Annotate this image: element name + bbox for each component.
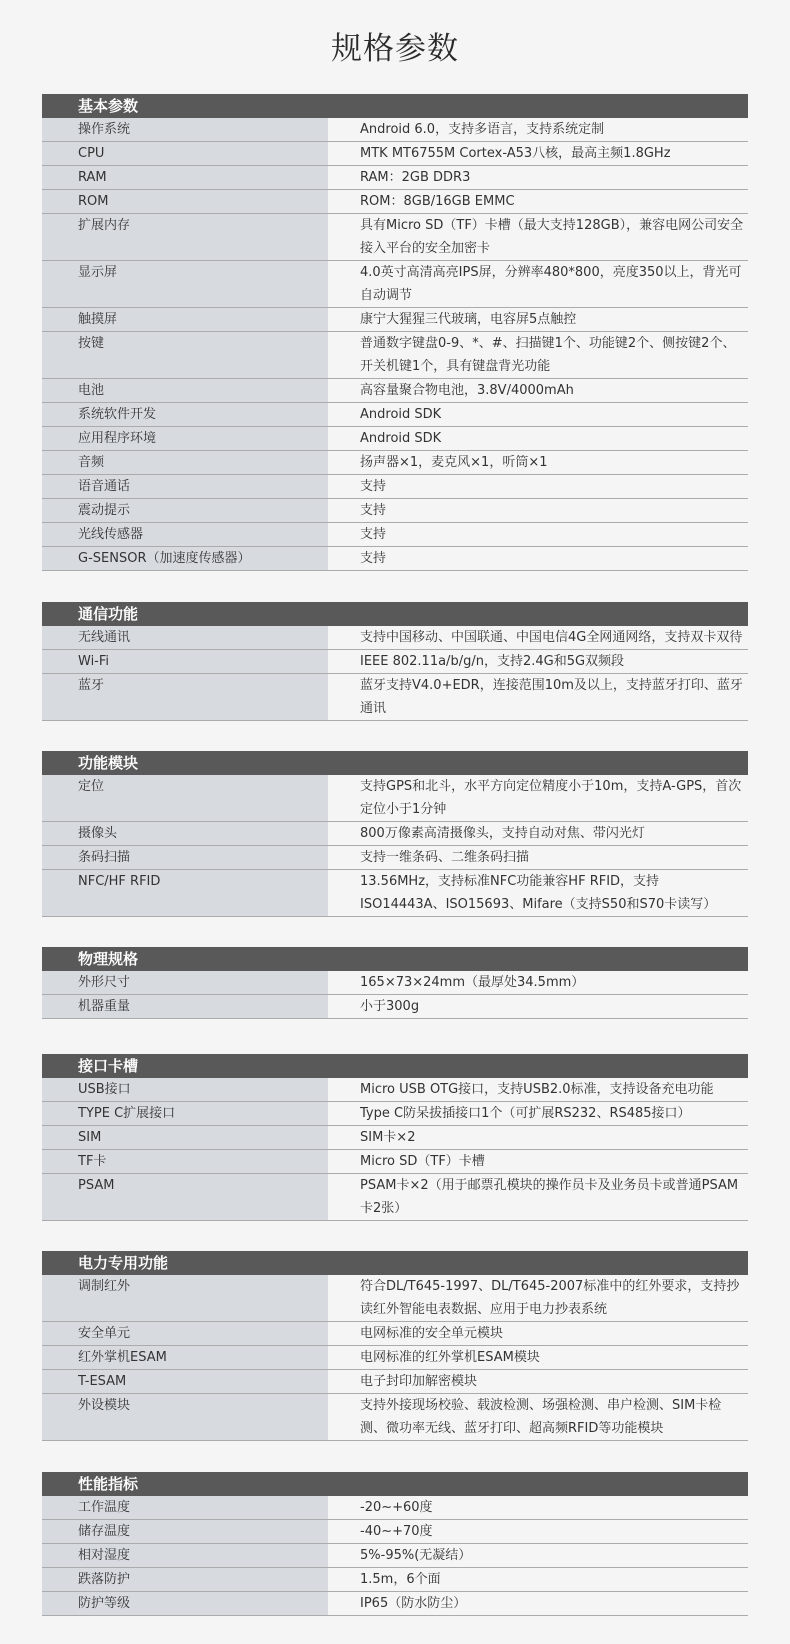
spec-row-type-c — [42, 1102, 748, 1126]
spec-row-display — [42, 261, 748, 308]
spec-row-barcode — [42, 846, 748, 870]
spec-label: T-ESAM — [42, 1370, 328, 1393]
spec-value: RAM：2GB DDR3 — [328, 166, 748, 189]
section-header: 通信功能 — [42, 602, 748, 626]
spec-row-cpu — [42, 142, 748, 166]
spec-row-protection — [42, 1592, 748, 1616]
spec-label: Wi-Fi — [42, 650, 328, 673]
spec-row-app-env — [42, 427, 748, 451]
spec-row-weight — [42, 995, 748, 1019]
spec-label: 跌落防护 — [42, 1568, 328, 1591]
spec-label: 光线传感器 — [42, 523, 328, 546]
spec-row-security-unit — [42, 1322, 748, 1346]
spec-row-touchscreen — [42, 308, 748, 332]
spec-row-ram — [42, 166, 748, 190]
spec-label: 工作温度 — [42, 1496, 328, 1519]
spec-row-dimensions — [42, 971, 748, 995]
spec-value: Type C防呆拔插接口1个（可扩展RS232、RS485接口） — [328, 1102, 748, 1125]
spec-label: 应用程序环境 — [42, 427, 328, 450]
spec-value: 13.56MHz，支持标准NFC功能兼容HF RFID，支持ISO14443A、ISO15693、Mifare（支持S50和S70卡读写） — [328, 870, 748, 916]
spec-row-bluetooth — [42, 674, 748, 721]
spec-value: 康宁大猩猩三代玻璃，电容屏5点触控 — [328, 308, 748, 331]
spec-row-keys — [42, 332, 748, 379]
spec-value: 165×73×24mm（最厚处34.5mm） — [328, 971, 748, 994]
spec-row-camera — [42, 822, 748, 846]
spec-value: Micro SD（TF）卡槽 — [328, 1150, 748, 1173]
spec-label: 相对湿度 — [42, 1544, 328, 1567]
spec-value: 支持 — [328, 547, 748, 570]
section-function-modules — [42, 751, 748, 917]
spec-value: 具有Micro SD（TF）卡槽（最大支持128GB），兼容电网公司安全接入平台的安全加密卡 — [328, 214, 748, 260]
spec-value: 支持 — [328, 475, 748, 498]
spec-label: 摄像头 — [42, 822, 328, 845]
spec-value: 支持 — [328, 499, 748, 522]
spec-value: 电网标准的安全单元模块 — [328, 1322, 748, 1345]
section-basic-params — [42, 94, 748, 571]
spec-value: Micro USB OTG接口，支持USB2.0标准，支持设备充电功能 — [328, 1078, 748, 1101]
spec-label: 调制红外 — [42, 1275, 328, 1321]
spec-label: 外设模块 — [42, 1394, 328, 1440]
spec-label: 扩展内存 — [42, 214, 328, 260]
spec-row-audio — [42, 451, 748, 475]
spec-row-wifi — [42, 650, 748, 674]
spec-label: TYPE C扩展接口 — [42, 1102, 328, 1125]
spec-row-tf-card — [42, 1150, 748, 1174]
spec-label: 震动提示 — [42, 499, 328, 522]
spec-label: 语音通话 — [42, 475, 328, 498]
spec-label: CPU — [42, 142, 328, 165]
spec-value: 支持一维条码、二维条码扫描 — [328, 846, 748, 869]
section-header: 电力专用功能 — [42, 1251, 748, 1275]
spec-label: SIM — [42, 1126, 328, 1149]
section-header: 基本参数 — [42, 94, 748, 118]
spec-label: 储存温度 — [42, 1520, 328, 1543]
section-physical-specs — [42, 947, 748, 1019]
spec-value: SIM卡×2 — [328, 1126, 748, 1149]
spec-row-wireless — [42, 626, 748, 650]
spec-row-sim — [42, 1126, 748, 1150]
section-performance — [42, 1472, 748, 1616]
spec-row-drop — [42, 1568, 748, 1592]
spec-value: 符合DL/T645-1997、DL/T645-2007标准中的红外要求，支持抄读红外智能电表数据、应用于电力抄表系统 — [328, 1275, 748, 1321]
spec-label: 显示屏 — [42, 261, 328, 307]
spec-label: 外形尺寸 — [42, 971, 328, 994]
spec-row-peripheral — [42, 1394, 748, 1441]
spec-value: 1.5m，6个面 — [328, 1568, 748, 1591]
section-interfaces — [42, 1054, 748, 1221]
spec-value: 电子封印加解密模块 — [328, 1370, 748, 1393]
spec-label: 触摸屏 — [42, 308, 328, 331]
spec-value: -40~+70度 — [328, 1520, 748, 1543]
spec-value: IEEE 802.11a/b/g/n，支持2.4G和5G双频段 — [328, 650, 748, 673]
spec-value: 电网标准的红外掌机ESAM模块 — [328, 1346, 748, 1369]
spec-row-battery — [42, 379, 748, 403]
spec-label: 按键 — [42, 332, 328, 378]
spec-label: 定位 — [42, 775, 328, 821]
spec-row-light-sensor — [42, 523, 748, 547]
spec-label: 系统软件开发 — [42, 403, 328, 426]
spec-label: 防护等级 — [42, 1592, 328, 1615]
spec-label: 无线通讯 — [42, 626, 328, 649]
spec-row-positioning — [42, 775, 748, 822]
spec-label: RAM — [42, 166, 328, 189]
spec-label: PSAM — [42, 1174, 328, 1220]
spec-value: 支持GPS和北斗，水平方向定位精度小于10m，支持A-GPS，首次定位小于1分钟 — [328, 775, 748, 821]
spec-value: 支持中国移动、中国联通、中国电信4G全网通网络，支持双卡双待 — [328, 626, 748, 649]
spec-label: 安全单元 — [42, 1322, 328, 1345]
spec-row-nfc — [42, 870, 748, 917]
spec-label: USB接口 — [42, 1078, 328, 1101]
spec-value: 800万像素高清摄像头，支持自动对焦、带闪光灯 — [328, 822, 748, 845]
spec-value: 支持 — [328, 523, 748, 546]
spec-row-os — [42, 118, 748, 142]
spec-label: TF卡 — [42, 1150, 328, 1173]
spec-row-g-sensor — [42, 547, 748, 571]
spec-label: 红外掌机ESAM — [42, 1346, 328, 1369]
spec-row-rom — [42, 190, 748, 214]
spec-value: MTK MT6755M Cortex-A53八核，最高主频1.8GHz — [328, 142, 748, 165]
spec-value: PSAM卡×2（用于邮票孔模块的操作员卡及业务员卡或普通PSAM卡2张） — [328, 1174, 748, 1220]
section-header: 接口卡槽 — [42, 1054, 748, 1078]
spec-value: ROM：8GB/16GB EMMC — [328, 190, 748, 213]
spec-label: ROM — [42, 190, 328, 213]
spec-label: G-SENSOR（加速度传感器） — [42, 547, 328, 570]
spec-row-t-esam — [42, 1370, 748, 1394]
spec-value: 普通数字键盘0-9、*、#、扫描键1个、功能键2个、侧按键2个、开关机键1个，具有键盘背光功能 — [328, 332, 748, 378]
spec-row-infrared — [42, 1275, 748, 1322]
spec-label: NFC/HF RFID — [42, 870, 328, 916]
spec-row-esam — [42, 1346, 748, 1370]
spec-row-psam — [42, 1174, 748, 1221]
spec-label: 音频 — [42, 451, 328, 474]
spec-row-storage — [42, 214, 748, 261]
spec-label: 电池 — [42, 379, 328, 402]
spec-value: Android SDK — [328, 403, 748, 426]
section-communication — [42, 602, 748, 721]
spec-value: 支持外接现场校验、载波检测、场强检测、串户检测、SIM卡检测、微功率无线、蓝牙打印、超高频RFID等功能模块 — [328, 1394, 748, 1440]
section-header: 性能指标 — [42, 1472, 748, 1496]
spec-value: 高容量聚合物电池，3.8V/4000mAh — [328, 379, 748, 402]
spec-label: 条码扫描 — [42, 846, 328, 869]
section-power-functions — [42, 1251, 748, 1441]
spec-label: 机器重量 — [42, 995, 328, 1018]
spec-value: 4.0英寸高清高亮IPS屏，分辨率480*800，亮度350以上，背光可自动调节 — [328, 261, 748, 307]
spec-value: 小于300g — [328, 995, 748, 1018]
spec-row-humidity — [42, 1544, 748, 1568]
spec-label: 操作系统 — [42, 118, 328, 141]
spec-row-vibration — [42, 499, 748, 523]
spec-value: 扬声器×1，麦克风×1，听筒×1 — [328, 451, 748, 474]
spec-row-storage-temp — [42, 1520, 748, 1544]
spec-row-usb — [42, 1078, 748, 1102]
section-header: 功能模块 — [42, 751, 748, 775]
section-header: 物理规格 — [42, 947, 748, 971]
spec-value: 5%-95%(无凝结） — [328, 1544, 748, 1567]
spec-value: IP65（防水防尘） — [328, 1592, 748, 1615]
spec-row-sdk — [42, 403, 748, 427]
spec-value: -20~+60度 — [328, 1496, 748, 1519]
spec-row-operating-temp — [42, 1496, 748, 1520]
spec-row-voice-call — [42, 475, 748, 499]
spec-value: 蓝牙支持V4.0+EDR，连接范围10m及以上，支持蓝牙打印、蓝牙通讯 — [328, 674, 748, 720]
spec-value: Android SDK — [328, 427, 748, 450]
spec-value: Android 6.0，支持多语言，支持系统定制 — [328, 118, 748, 141]
spec-label: 蓝牙 — [42, 674, 328, 720]
page-title: 规格参数 — [331, 31, 459, 67]
